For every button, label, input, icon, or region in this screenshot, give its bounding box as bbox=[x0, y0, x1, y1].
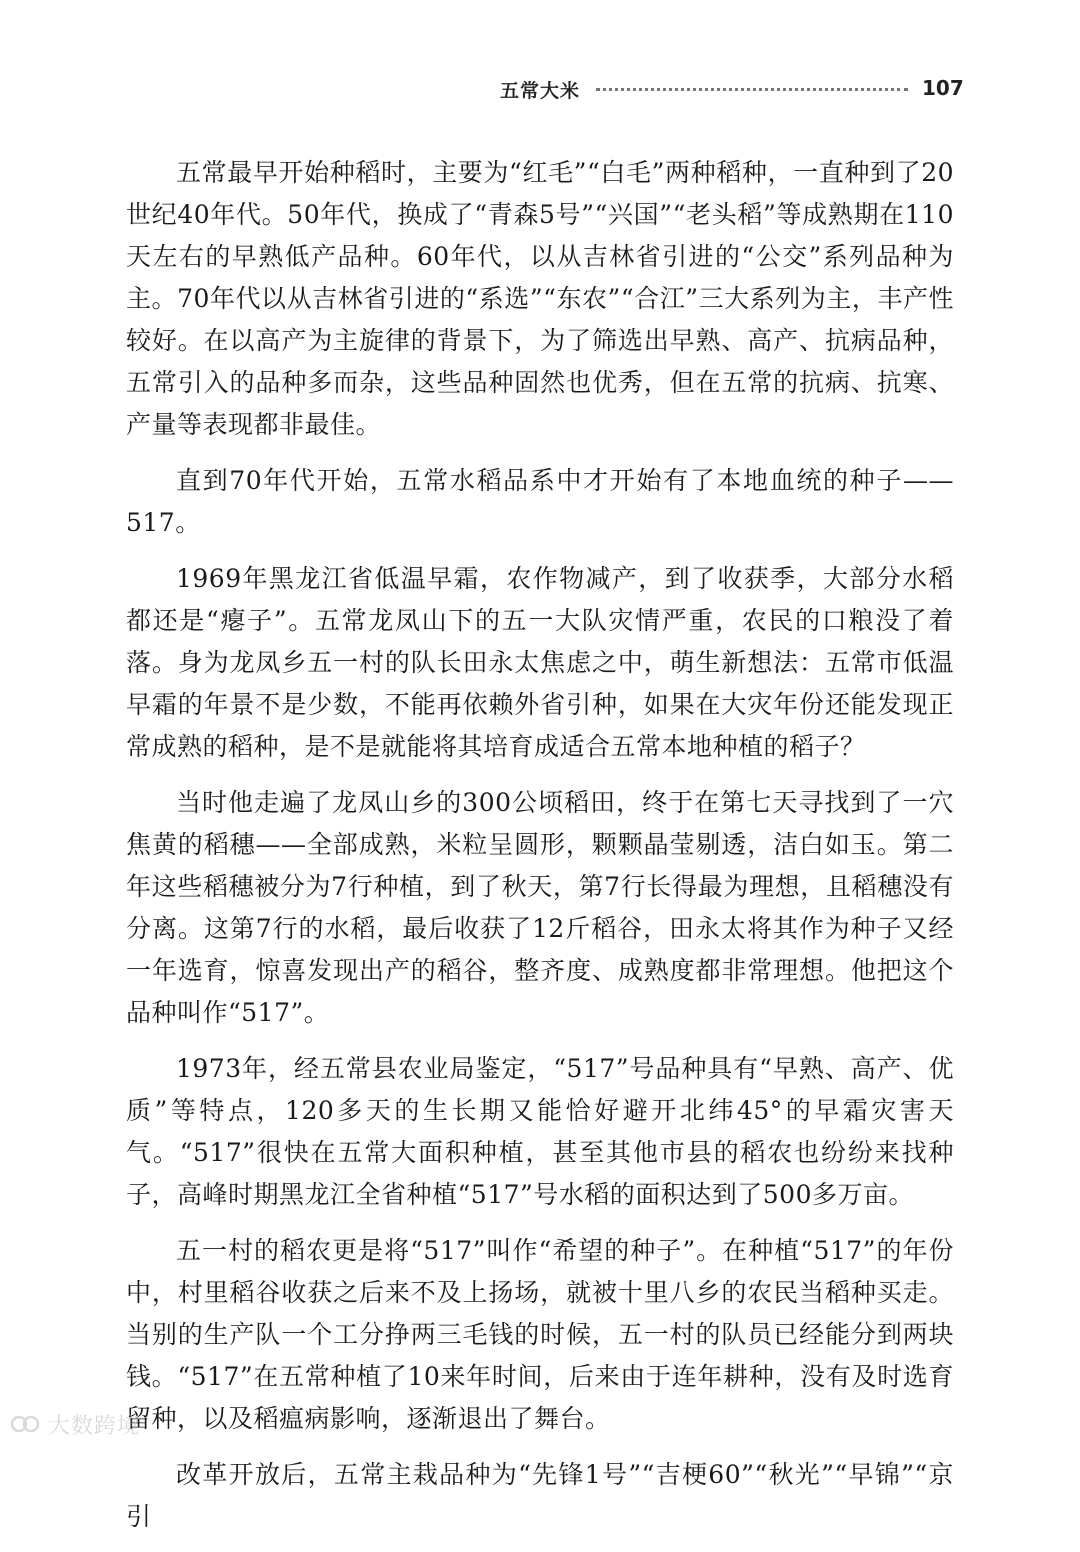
page-body bbox=[126, 152, 954, 1552]
page-number: 107 bbox=[922, 76, 964, 100]
paragraph-2: 直到70年代开始，五常水稻品系中才开始有了本地血统的种子——517。 bbox=[126, 466, 954, 537]
paragraph-5: 1973年，经五常县农业局鉴定，“517”号品种具有“早熟、高产、优质”等特点，120多天的生长期又能恰好避开北纬45°的早霜灾害天气。“517”很快在五常大面积种植，甚至其他市县的稻农也纷纷来找种子，高峰时期黑龙江全省种植“517”号水稻的面积达到了500多万亩。 bbox=[126, 1054, 954, 1209]
paragraph-4: 当时他走遍了龙凤山乡的300公顷稻田，终于在第七天寻找到了一穴焦黄的稻穗——全部成熟，米粒呈圆形，颗颗晶莹剔透，洁白如玉。第二年这些稻穗被分为7行种植，到了秋天，第7行长得最为理想，且稻穗没有分离。这第7行的水稻，最后收获了12斤稻谷，田永太将其作为种子又经一年选育，惊喜发现出产的稻谷，整齐度、成熟度都非常理想。他把这个品种叫作“517”。 bbox=[126, 788, 954, 1027]
watermark-text: 大数跨境 bbox=[48, 1413, 141, 1439]
header-title: 五常大米 bbox=[500, 80, 581, 102]
running-header bbox=[0, 72, 1080, 108]
paragraph-3: 1969年黑龙江省低温早霜，农作物减产，到了收获季，大部分水稻都还是“瘪子”。五常龙凤山下的五一大队灾情严重，农民的口粮没了着落。身为龙凤乡五一村的队长田永太焦虑之中，萌生新想法：五常市低温早霜的年景不是少数，不能再依赖外省引种，如果在大灾年份还能发现正常成熟的稻种，是不是就能将其培育成适合五常本地种植的稻子？ bbox=[126, 564, 954, 761]
paragraph-7: 改革开放后，五常主栽品种为“先锋1号”“吉梗60”“秋光”“早锦”“京引 bbox=[126, 1460, 954, 1531]
paragraph-1: 五常最早开始种稻时，主要为“红毛”“白毛”两种稻种，一直种到了20世纪40年代。50年代，换成了“青森5号”“兴国”“老头稻”等成熟期在110天左右的早熟低产品种。60年代，以从吉林省引进的“公交”系列品种为主。70年代以从吉林省引进的“系选”“东农”“合江”三大系列为主，丰产性较好。在以高产为主旋律的背景下，为了筛选出早熟、高产、抗病品种，五常引入的品种多而杂，这些品种固然也优秀，但在五常的抗病、抗寒、产量等表现都非最佳。 bbox=[126, 158, 954, 439]
brand-logo-icon bbox=[10, 1411, 40, 1437]
header-leader-dots bbox=[596, 88, 908, 91]
watermark bbox=[10, 1408, 140, 1440]
paragraph-6: 五一村的稻农更是将“517”叫作“希望的种子”。在种植“517”的年份中，村里稻谷收获之后来不及上扬场，就被十里八乡的农民当稻种买走。当别的生产队一个工分挣两三毛钱的时候，五一村的队员已经能分到两块钱。“517”在五常种植了10来年时间，后来由于连年耕种，没有及时选育留种，以及稻瘟病影响，逐渐退出了舞台。 bbox=[126, 1236, 954, 1433]
